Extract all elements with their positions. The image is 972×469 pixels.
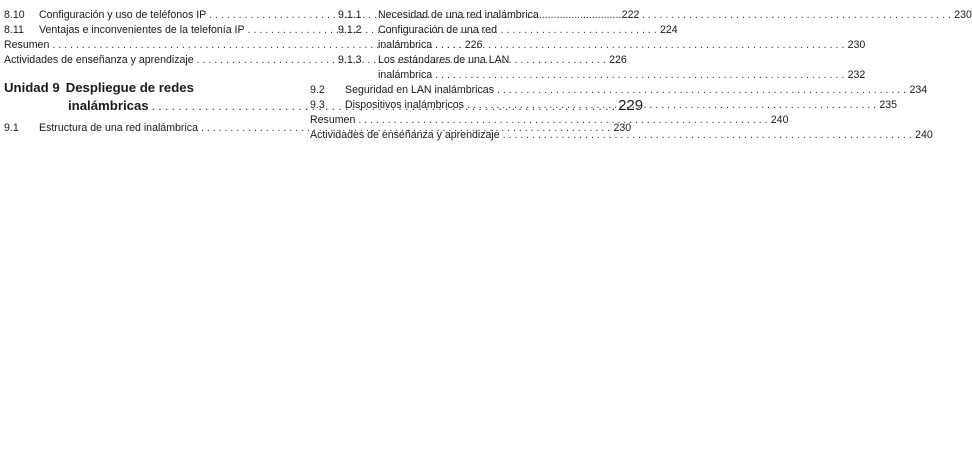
section-title: Resumen	[4, 39, 50, 51]
section-number: 9.1.2	[338, 24, 362, 36]
unit-title-line1: Despliegue de redes	[65, 80, 194, 95]
unit-page-number: 229	[618, 97, 644, 114]
unit-label: Unidad 9	[4, 80, 60, 95]
section-title: Seguridad en LAN inalámbricas	[345, 84, 494, 96]
entry-line1	[310, 53, 594, 68]
dot-leader	[435, 68, 844, 83]
page-number: 232	[847, 69, 866, 81]
page-number: 234	[909, 84, 928, 96]
unit-heading-line1	[4, 79, 288, 97]
page-number: 224	[660, 24, 678, 36]
page-number: 230	[613, 122, 632, 134]
page-number: 226	[609, 54, 627, 66]
section-number: 9.1.3	[338, 54, 362, 66]
entry-line2	[310, 38, 866, 53]
section-number: 9.3	[310, 99, 325, 111]
page-number: 222	[621, 9, 640, 21]
section-number: 9.2	[310, 84, 325, 96]
page-number: 226	[464, 39, 483, 51]
section-number: 9.1.1	[338, 9, 362, 21]
entry-line1	[310, 23, 594, 38]
section-title-line2: inalámbrica	[378, 39, 433, 51]
dot-leader	[503, 128, 912, 143]
section-title: Actividades de enseñanza y aprendizaje	[310, 129, 500, 141]
section-title: Dispositivos inalámbricos	[345, 99, 464, 111]
section-title: Necesidad de una red inalámbrica	[378, 9, 539, 21]
entry-line2	[310, 68, 866, 83]
page-number: 230	[954, 9, 972, 21]
section-number: 9.1	[4, 122, 19, 134]
section-title: Estructura de una red inalámbrica	[39, 122, 198, 134]
page-number: 235	[879, 99, 898, 111]
section-number: 8.11	[4, 24, 24, 36]
section-title: Configuración y uso de teléfonos IP	[39, 9, 207, 21]
section-title-line1: Configuración de una red	[378, 24, 497, 36]
dot-leader	[542, 8, 951, 23]
dot-leader	[358, 113, 767, 128]
section-title: Resumen	[310, 114, 356, 126]
section-title: Ventajas e inconvenientes de la telefonía IP	[39, 24, 245, 36]
section-title-line2: inalámbrica	[378, 69, 433, 81]
toc-entry-9-2[interactable]	[310, 83, 928, 98]
page-number: 240	[915, 129, 933, 141]
section-number: 8.10	[4, 9, 25, 21]
dot-leader	[435, 38, 844, 53]
page-number: 230	[847, 39, 866, 51]
unit-title-line2: inalámbricas	[68, 98, 149, 113]
page-number: 240	[770, 114, 789, 126]
section-title-line1: Los estándares de una LAN	[378, 54, 510, 66]
dot-leader	[467, 98, 876, 113]
section-title: Actividades de enseñanza y aprendizaje	[4, 54, 194, 66]
dot-leader	[497, 83, 906, 98]
